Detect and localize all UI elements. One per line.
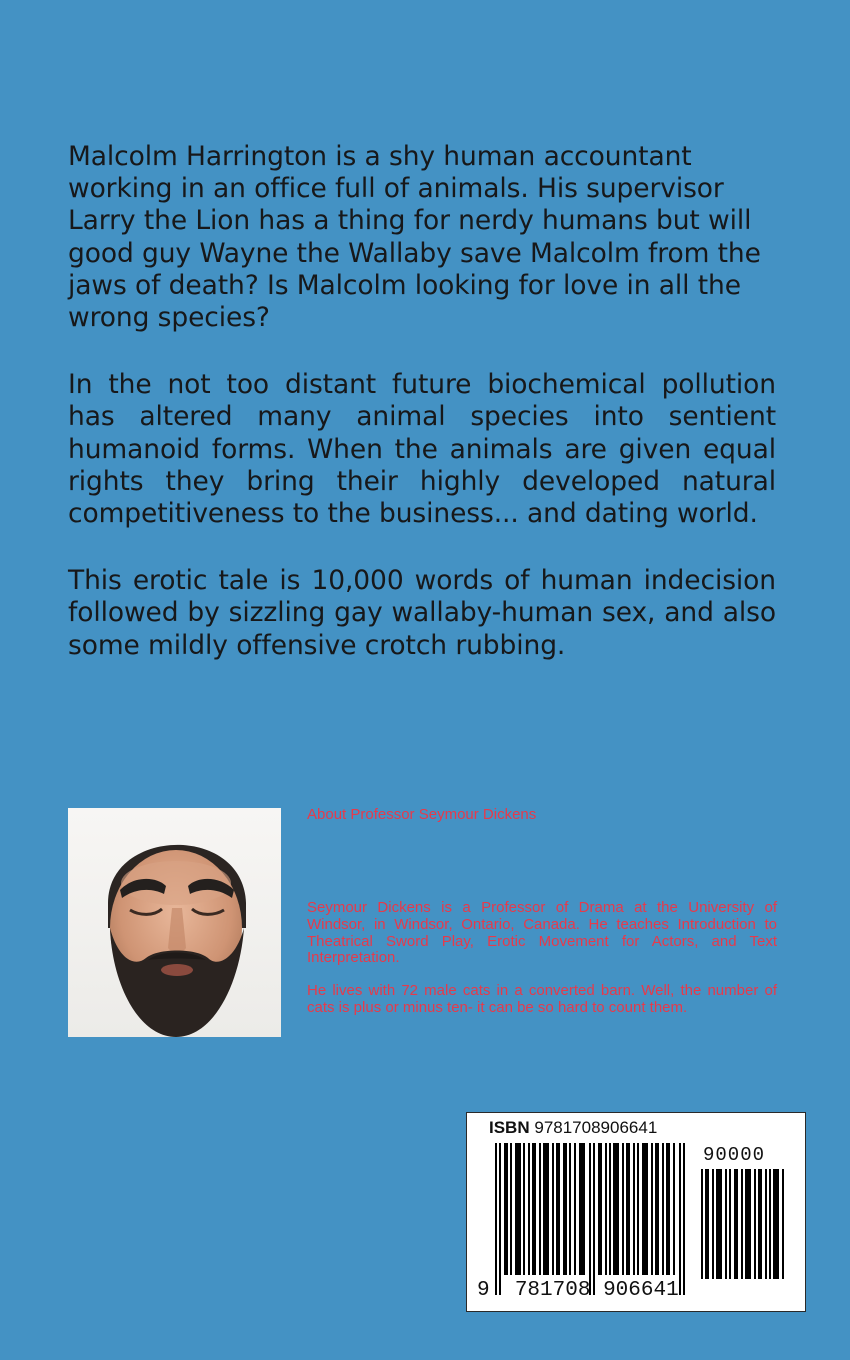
isbn-label: [489, 1118, 657, 1138]
book-blurb: [68, 141, 776, 697]
about-author-heading: About Professor Seymour Dickens: [307, 806, 537, 823]
bio-paragraph: Seymour Dickens is a Professor of Drama at the University of Windsor, in Windsor, Ontario, Canada. He teaches Introduction to Theatrical Sword Play, Erotic Movement for Actors, and Text Interpretation.: [307, 899, 777, 967]
blurb-paragraph: This erotic tale is 10,000 words of human indecision followed by sizzling gay wallaby-human sex, and also some mildly offensive crotch rubbing.: [68, 565, 776, 661]
author-photo: [68, 808, 281, 1037]
barcode-digits-right: 906641: [603, 1279, 679, 1302]
barcode-digits-left: 781708: [514, 1279, 591, 1302]
blurb-paragraph: In the not too distant future biochemical pollution has altered many animal species into sentient humanoid forms. When the animals are given equal rights they bring their highly developed natural competitiveness to the business... and dating world.: [68, 369, 776, 530]
author-bio: [307, 900, 777, 1033]
bio-paragraph: He lives with 72 male cats in a converted barn. Well, the number of cats is plus or minus ten- it can be so hard to count them.: [307, 982, 777, 1016]
blurb-paragraph: Malcolm Harrington is a shy human accountant working in an office full of animals. His supervisor Larry the Lion has a thing for nerdy humans but will good guy Wayne the Wallaby save Malcolm from the jaws of death? Is Malcolm looking for love in all the wrong species?: [68, 141, 761, 334]
isbn-prefix: ISBN: [489, 1118, 530, 1137]
barcode-digits: [477, 1279, 679, 1302]
isbn-barcode: [466, 1112, 806, 1312]
addon-barcode-bars: [701, 1169, 791, 1279]
barcode-bars: [495, 1143, 695, 1295]
price-code: 90000: [703, 1144, 766, 1166]
barcode-digit-lead: 9: [477, 1279, 490, 1302]
isbn-number: 9781708906641: [534, 1118, 658, 1137]
